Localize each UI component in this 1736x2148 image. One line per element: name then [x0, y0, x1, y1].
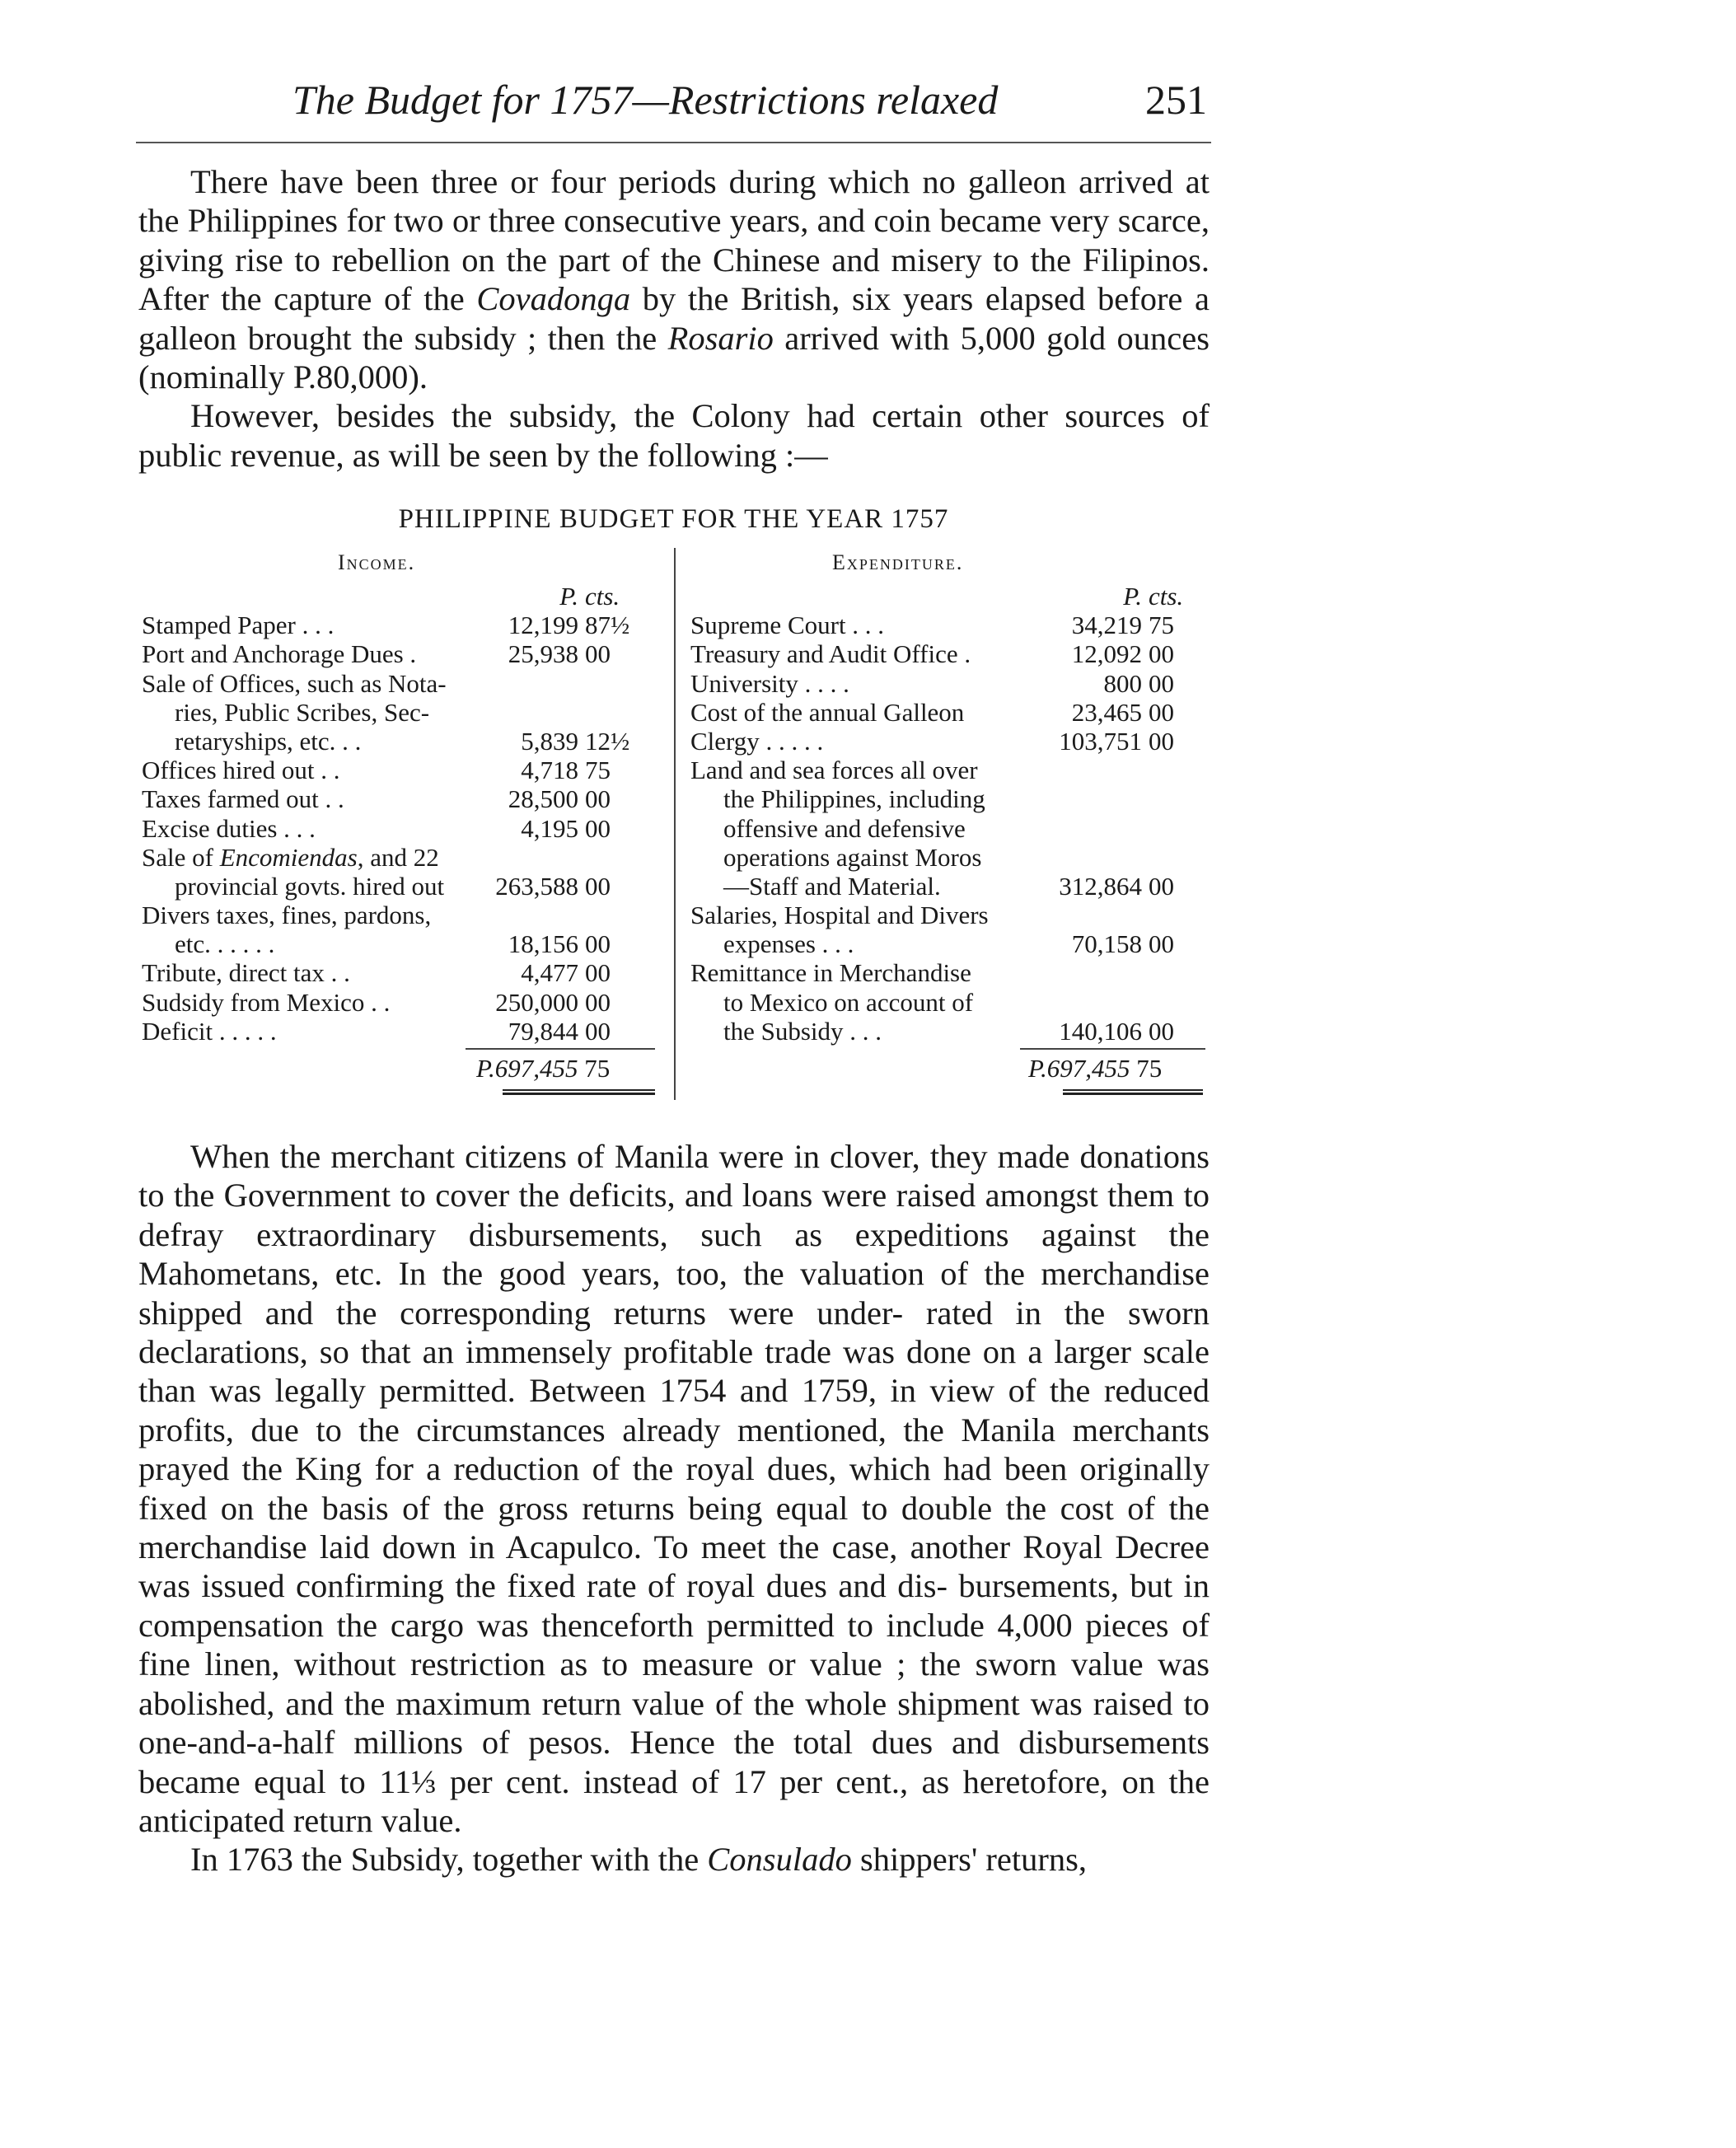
expenditure-row [690, 872, 1210, 901]
running-header [136, 76, 1207, 142]
income-row [142, 988, 661, 1017]
ship-name-covadonga: Covadonga [476, 280, 631, 318]
income-cents: 00 [585, 958, 611, 988]
expenditure-cents: 00 [1149, 726, 1174, 756]
income-cents: 87½ [585, 611, 630, 640]
p3-line-3: amongst them to defray extraordinary disbursements, such as expeditions [138, 1177, 1210, 1253]
income-row [142, 698, 661, 727]
income-currency-row [142, 582, 661, 611]
p2-line-2: of public revenue, as will be seen by the following :— [138, 397, 1210, 474]
expenditure-row [690, 669, 1210, 698]
expenditure-amount: 103,751 [1059, 726, 1142, 756]
expenditure-amount: 312,864 [1059, 871, 1142, 901]
income-amount: 79,844 [508, 1016, 578, 1046]
expenditure-label: offensive and defensive [723, 813, 966, 843]
consulado-term: Consulado [707, 1841, 852, 1879]
expenditure-label: the Philippines, including [723, 784, 985, 814]
p3-line-6: rated in the sworn declarations, so that an immensely profitable trade [138, 1294, 1210, 1371]
p3-line-10: reduction of the royal dues, which had been originally fixed on the [138, 1450, 1210, 1527]
p1-line-1: There have been three or four periods during which no galleon [190, 163, 1067, 200]
p3-line-19: instead of 17 per cent., as heretofore, on the anticipated return value. [138, 1762, 1210, 1839]
paragraph-3 [138, 1137, 1210, 1840]
income-cents: 00 [585, 1016, 611, 1046]
expenditure-row [690, 843, 1210, 872]
income-row [142, 639, 661, 668]
ship-name-rosario: Rosario [667, 319, 774, 357]
income-cents: 00 [585, 639, 611, 669]
p3-line-16: or value ; the sworn value was abolished, and the maximum return value [138, 1645, 1210, 1722]
income-amount: 263,588 [495, 871, 578, 901]
expenditure-total [1028, 1054, 1162, 1083]
income-label-pre: Sale of [142, 842, 220, 872]
expenditure-cents: 00 [1149, 668, 1174, 698]
p1-line-5: by the British, six years elapsed before a galleon brought the subsidy ; [138, 280, 1210, 357]
income-label-post: , and 22 [357, 842, 439, 872]
expenditure-label: Remittance in Merchandise [690, 958, 971, 988]
p3-line-15: to include 4,000 pieces of fine linen, without restriction as to measure [138, 1606, 1210, 1683]
income-cents: 75 [585, 756, 611, 785]
expenditure-label: Clergy . . . . . [690, 726, 824, 756]
income-label: Divers taxes, fines, pardons, [142, 901, 432, 930]
income-total-cents: 75 [584, 1054, 611, 1083]
income-total-rule [466, 1048, 655, 1050]
p3-line-1: When the merchant citizens of Manila were in clover, they made [190, 1138, 1070, 1175]
income-row [142, 929, 661, 958]
expenditure-currency-row [690, 582, 1210, 611]
income-row [142, 611, 661, 639]
expenditure-label: to Mexico on account of [723, 987, 974, 1017]
expenditure-amount: 34,219 [1071, 611, 1142, 640]
income-cents: 00 [585, 813, 611, 843]
income-total [476, 1054, 610, 1083]
p3-line-17: of the whole shipment was raised to one-and-a-half millions of pesos. [138, 1684, 1210, 1762]
page-number: 251 [1145, 77, 1207, 123]
expenditure-cents: 00 [1149, 1016, 1174, 1046]
income-total-amount: P.697,455 [476, 1054, 578, 1083]
expenditure-label: Salaries, Hospital and Divers [690, 901, 989, 930]
header-rule [136, 142, 1211, 143]
income-label: provincial govts. hired out [175, 871, 445, 901]
p3-line-11: basis of the gross returns being equal to double the cost of the [321, 1489, 1210, 1527]
income-label: Sale of Offices, such as Nota- [142, 668, 447, 698]
expenditure-label: Land and sea forces all over [690, 756, 978, 785]
income-cents: 12½ [585, 726, 630, 756]
expenditure-cents: 75 [1149, 611, 1174, 640]
p1-line-2: arrived at the Philippines for two or three consecutive years, and coin [138, 163, 1210, 240]
p4-line-1a: In 1763 the Subsidy, together with the [190, 1841, 708, 1879]
income-amount: 250,000 [495, 987, 578, 1017]
income-label [142, 843, 439, 872]
p3-line-18: Hence the total dues and disbursements became equal to 11⅓ per cent. [138, 1724, 1210, 1800]
p3-line-13: Decree was issued confirming the fixed rate of royal dues and dis- [138, 1528, 1210, 1605]
p1-line-6a: then the [547, 319, 668, 357]
expenditure-row [690, 611, 1210, 639]
income-currency-cents: cts. [585, 582, 620, 611]
income-row [142, 872, 661, 901]
expenditure-row [690, 756, 1210, 784]
expenditure-label: —Staff and Material. [723, 871, 941, 901]
p3-line-9: already mentioned, the Manila merchants prayed the King for a [138, 1411, 1210, 1488]
expenditure-total-rule [1020, 1048, 1205, 1050]
income-row [142, 784, 661, 813]
income-column [142, 582, 661, 1046]
expenditure-label: Treasury and Audit Office . [690, 639, 971, 669]
income-amount: 28,500 [508, 784, 578, 814]
income-label: Stamped Paper . . . [142, 611, 335, 640]
opening-paragraphs [138, 162, 1210, 475]
expenditure-label: Supreme Court . . . [690, 611, 885, 640]
income-label: Excise duties . . . [142, 813, 316, 843]
expenditure-row [690, 901, 1210, 929]
expenditure-row [690, 958, 1210, 987]
expenditure-cents: 00 [1149, 639, 1174, 669]
expenditure-row [690, 929, 1210, 958]
expenditure-row [690, 698, 1210, 727]
expenditure-currency-pesos: P. [1123, 582, 1142, 611]
expenditure-row [690, 814, 1210, 843]
income-label: Deficit . . . . . [142, 1016, 277, 1046]
expenditure-amount: 12,092 [1071, 639, 1142, 669]
income-cents: 00 [585, 987, 611, 1017]
expenditure-cents: 00 [1149, 871, 1174, 901]
table-column-divider [674, 548, 676, 1100]
income-row [142, 958, 661, 987]
closing-paragraphs [138, 1137, 1210, 1879]
income-amount: 12,199 [508, 611, 578, 640]
expenditure-label: expenses . . . [723, 929, 854, 959]
paragraph-4 [138, 1840, 1210, 1879]
income-cents: 00 [585, 929, 611, 959]
income-label: retaryships, etc. . . [175, 726, 362, 756]
p3-line-2: donations to the Government to cover the deficits, and loans were raised [138, 1138, 1210, 1214]
income-cents: 00 [585, 784, 611, 814]
income-amount: 25,938 [508, 639, 578, 669]
income-row [142, 1017, 661, 1046]
expenditure-row [690, 639, 1210, 668]
income-amount: 4,195 [521, 813, 578, 843]
p3-line-12: merchandise laid down in Acapulco. To meet the case, another Royal [138, 1528, 1103, 1566]
income-row [142, 901, 661, 929]
expenditure-column [690, 582, 1210, 1046]
p1-line-6b: arrived with 5,000 gold ounces (nominally P.80,000). [138, 319, 1210, 396]
expenditure-row [690, 727, 1210, 756]
income-label: Sudsidy from Mexico . . [142, 987, 391, 1017]
p3-line-5: of the merchandise shipped and the corresponding returns were under- [138, 1255, 1210, 1331]
income-label: etc. . . . . . [175, 929, 275, 959]
income-amount: 5,839 [521, 726, 578, 756]
expenditure-row [690, 1017, 1210, 1046]
expenditure-row [690, 988, 1210, 1017]
expenditure-heading: Expenditure. [832, 550, 964, 574]
p2-line-1: However, besides the subsidy, the Colony had certain other sources [190, 397, 1165, 435]
p1-line-4: and misery to the Filipinos. After the capture of the [138, 241, 1210, 318]
income-row [142, 843, 661, 872]
income-label: Port and Anchorage Dues . [142, 639, 417, 669]
expenditure-amount: 140,106 [1059, 1016, 1142, 1046]
header-title: The Budget for 1757—Restrictions relaxed [292, 77, 999, 123]
expenditure-amount: 23,465 [1071, 697, 1142, 727]
p1-line-3: became very scarce, giving rise to rebellion on the part of the Chinese [138, 202, 1210, 278]
p3-line-8: and 1759, in view of the reduced profits, due to the circumstances [138, 1372, 1210, 1448]
income-label: ries, Public Scribes, Sec- [175, 697, 430, 727]
income-amount: 4,477 [521, 958, 578, 988]
expenditure-total-cents: 75 [1136, 1054, 1163, 1083]
expenditure-cents: 00 [1149, 697, 1174, 727]
income-cents: 00 [585, 871, 611, 901]
expenditure-amount: 70,158 [1071, 929, 1142, 959]
expenditure-double-rule [1063, 1089, 1203, 1095]
expenditure-label: University . . . . [690, 668, 849, 698]
p3-line-14: bursements, but in compensation the cargo was thenceforth permitted [138, 1567, 1210, 1644]
income-amount: 18,156 [508, 929, 578, 959]
expenditure-label: operations against Moros [723, 842, 982, 872]
income-row [142, 727, 661, 756]
income-double-rule [503, 1089, 655, 1095]
expenditure-row [690, 784, 1210, 813]
income-row [142, 756, 661, 784]
income-label: Tribute, direct tax . . [142, 958, 350, 988]
income-row [142, 814, 661, 843]
expenditure-amount: 800 [1103, 668, 1142, 698]
paragraph-2 [138, 396, 1210, 475]
expenditure-total-amount: P.697,455 [1028, 1054, 1130, 1083]
p4-line-1b: shippers' returns, [851, 1841, 1087, 1879]
p3-line-7: was done on a larger scale than was legally permitted. Between 1754 [138, 1333, 1210, 1410]
income-label: Taxes farmed out . . [142, 784, 344, 814]
encomiendas-term: Encomiendas [219, 842, 358, 872]
budget-table-title: PHILIPPINE BUDGET FOR THE YEAR 1757 [398, 504, 949, 534]
expenditure-cents: 00 [1149, 929, 1174, 959]
expenditure-label: Cost of the annual Galleon [690, 697, 965, 727]
income-heading: Income. [338, 550, 416, 574]
expenditure-currency-cents: cts. [1149, 582, 1184, 611]
p3-line-4: against the Mahometans, etc. In the good years, too, the valuation [138, 1215, 1210, 1293]
income-amount: 4,718 [521, 756, 578, 785]
income-label: Offices hired out . . [142, 756, 340, 785]
income-currency-pesos: P. [559, 582, 578, 611]
paragraph-1 [138, 162, 1210, 396]
income-row [142, 669, 661, 698]
expenditure-label: the Subsidy . . . [723, 1016, 882, 1046]
